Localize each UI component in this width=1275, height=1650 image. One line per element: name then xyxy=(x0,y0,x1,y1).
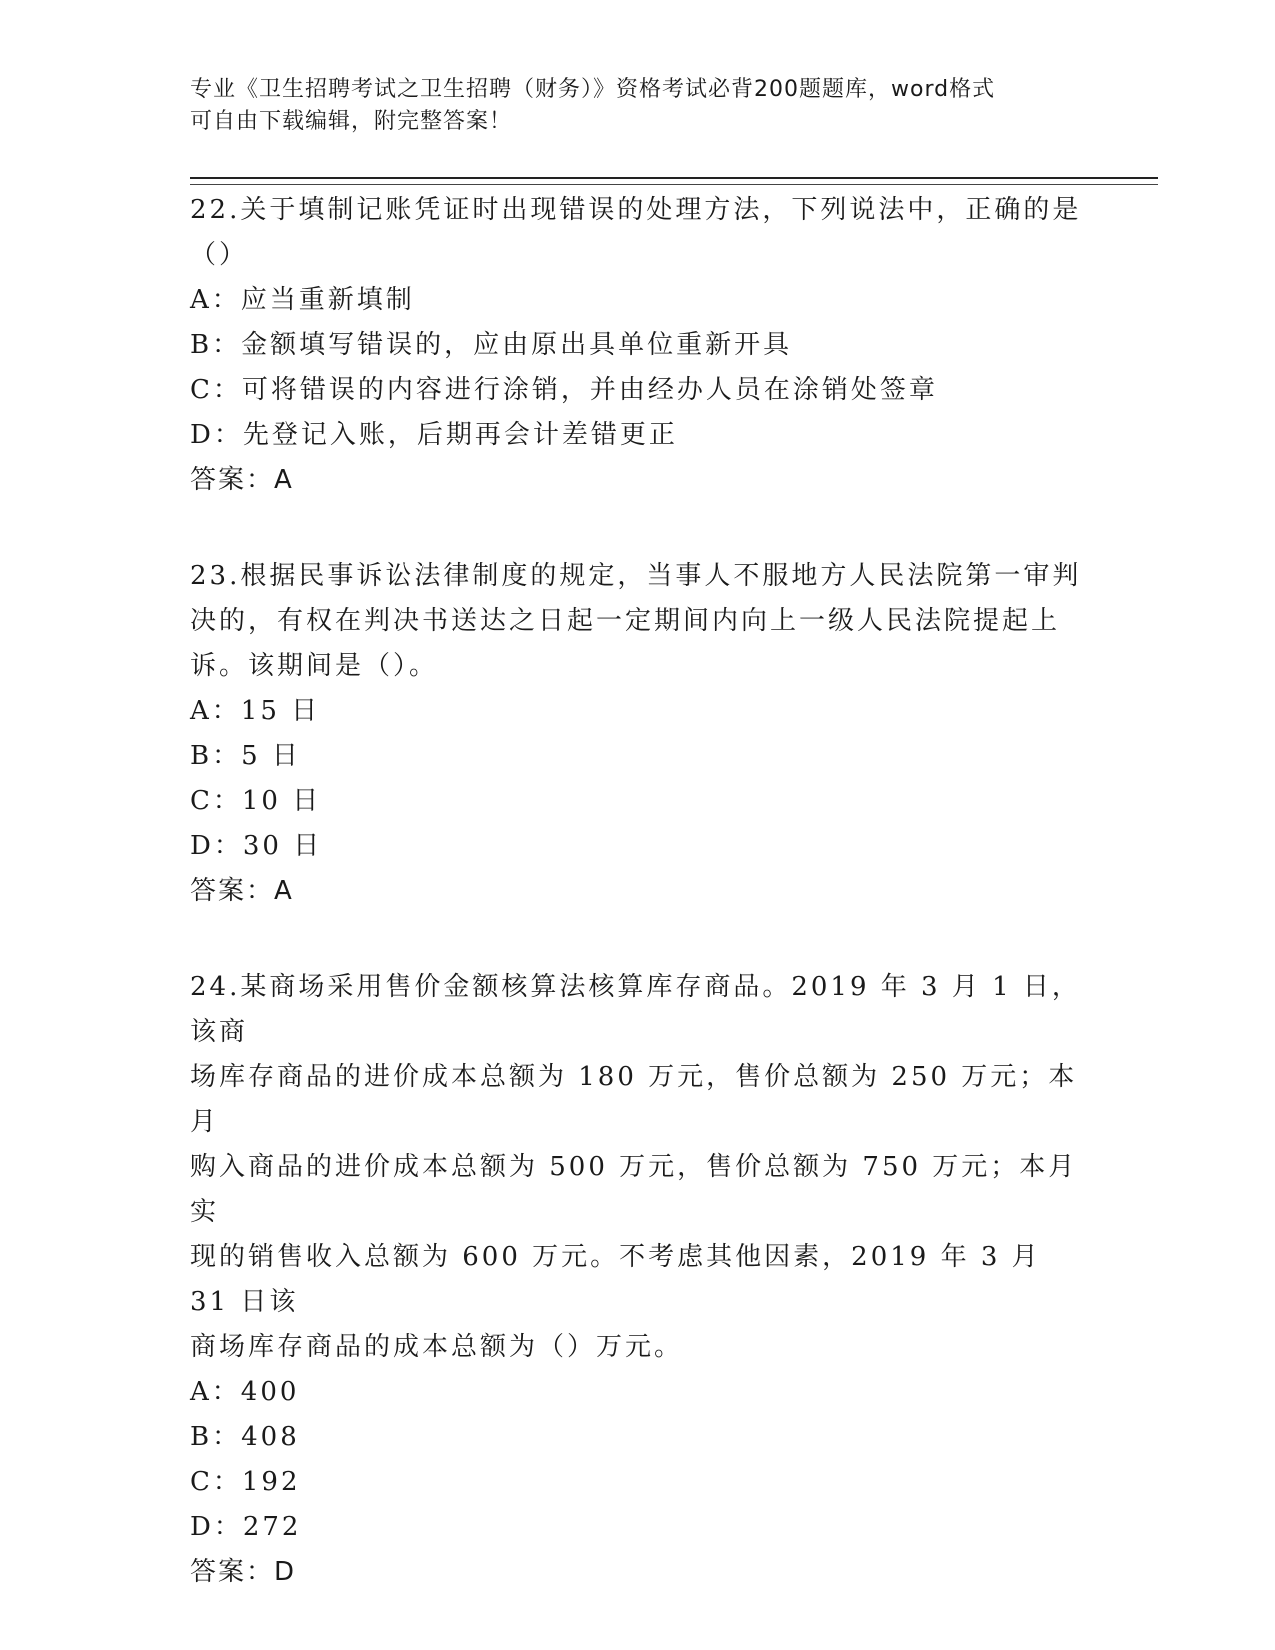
header-line-1: 专业《卫生招聘考试之卫生招聘（财务）》资格考试必背200题题库，word格式 xyxy=(190,77,996,102)
question-stem-line: （） xyxy=(190,240,249,270)
option-c: C：10 日 xyxy=(190,786,322,816)
option-d: D：272 xyxy=(190,1512,302,1542)
option-c: C：192 xyxy=(190,1467,301,1497)
option-a: A：15 日 xyxy=(190,696,321,726)
answer-label: 答案：A xyxy=(190,876,294,906)
question-23 xyxy=(190,554,1090,914)
question-stem-line: 决的，有权在判决书送达之日起一定期间内向上一级人民法院提起上 xyxy=(190,606,1061,636)
question-24 xyxy=(190,965,1090,1595)
header-line-2: 可自由下载编辑，附完整答案！ xyxy=(190,109,513,134)
option-a: A：400 xyxy=(190,1377,300,1407)
option-b: B：408 xyxy=(190,1422,300,1452)
option-b: B：金额填写错误的，应由原出具单位重新开具 xyxy=(190,330,793,360)
question-stem-line: 24.某商场采用售价金额核算法核算库存商品。2019 年 3 月 1 日，该商 xyxy=(190,972,1081,1047)
option-a: A：应当重新填制 xyxy=(190,285,415,315)
option-b: B：5 日 xyxy=(190,741,301,771)
document-header xyxy=(190,74,1090,138)
answer-label: 答案：A xyxy=(190,465,294,495)
answer-label: 答案：D xyxy=(190,1557,297,1587)
header-divider-thin xyxy=(190,184,1158,185)
option-d: D：先登记入账，后期再会计差错更正 xyxy=(190,420,678,450)
question-stem-line: 22.关于填制记账凭证时出现错误的处理方法，下列说法中，正确的是 xyxy=(190,195,1082,225)
question-stem-line: 现的销售收入总额为 600 万元。不考虑其他因素，2019 年 3 月 31 日该 xyxy=(190,1242,1041,1317)
question-stem-line: 23.根据民事诉讼法律制度的规定，当事人不服地方人民法院第一审判 xyxy=(190,561,1082,591)
question-22 xyxy=(190,188,1090,503)
question-stem-line: 商场库存商品的成本总额为（）万元。 xyxy=(190,1332,684,1362)
question-stem-line: 购入商品的进价成本总额为 500 万元，售价总额为 750 万元；本月实 xyxy=(190,1152,1078,1227)
option-d: D：30 日 xyxy=(190,831,323,861)
question-stem-line: 诉。该期间是（）。 xyxy=(190,651,439,681)
option-c: C：可将错误的内容进行涂销，并由经办人员在涂销处签章 xyxy=(190,375,938,405)
header-divider-thick xyxy=(190,177,1158,179)
question-stem-line: 场库存商品的进价成本总额为 180 万元，售价总额为 250 万元；本月 xyxy=(190,1062,1078,1137)
